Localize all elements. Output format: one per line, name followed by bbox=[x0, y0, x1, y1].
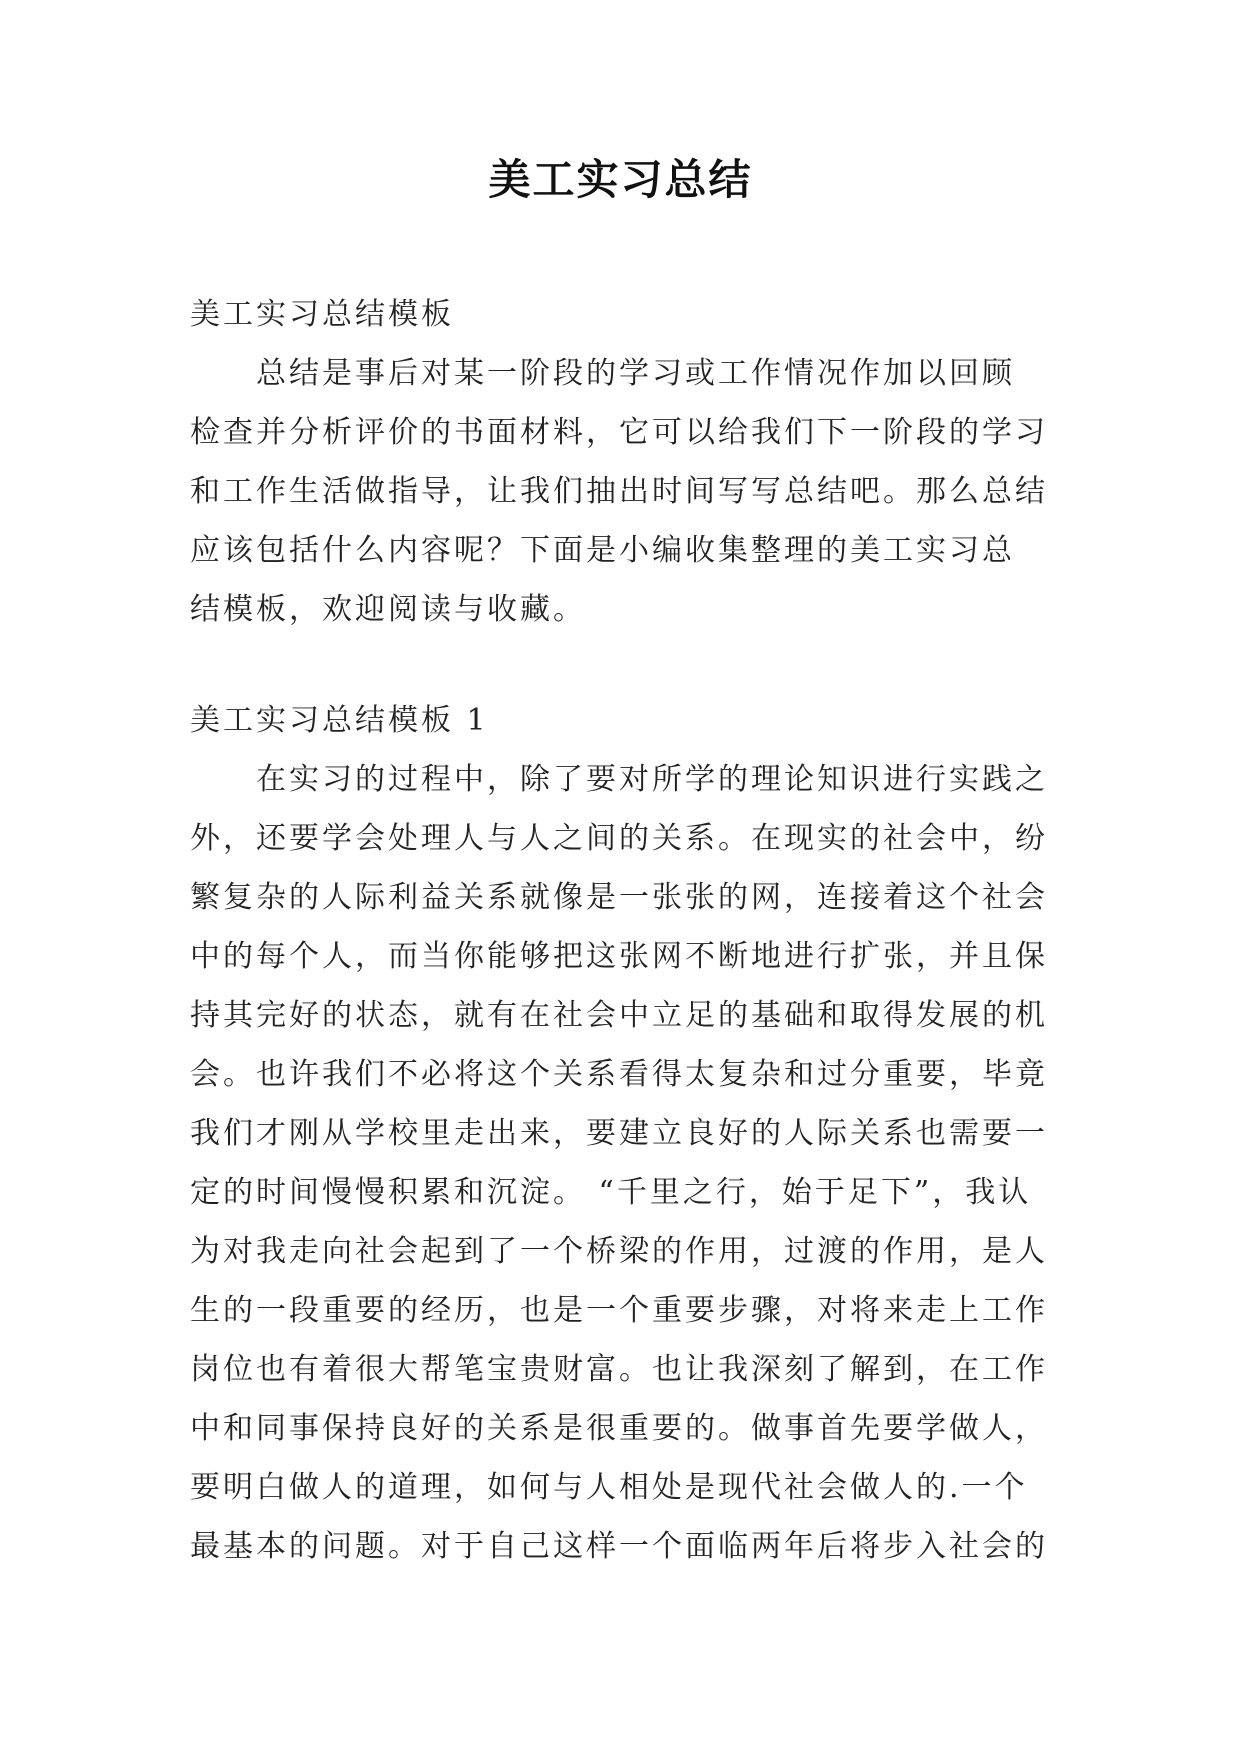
paragraph-line: 中和同事保持良好的关系是很重要的。做事首先要学做人， bbox=[190, 1411, 1048, 1446]
paragraph-line: 为对我走向社会起到了一个桥梁的作用，过渡的作用，是人 bbox=[190, 1234, 1048, 1269]
paragraph-line: 要明白做人的道理，如何与人相处是现代社会做人的.一个 bbox=[190, 1470, 1028, 1505]
section-paragraph bbox=[190, 750, 1060, 1576]
paragraph-line: 和工作生活做指导，让我们抽出时间写写总结吧。那么总结 bbox=[190, 474, 1048, 509]
paragraph-line: 岗位也有着很大帮笔宝贵财富。也让我深刻了解到，在工作 bbox=[190, 1352, 1048, 1387]
page-title: 美工实习总结 bbox=[488, 155, 753, 204]
paragraph-line: 最基本的问题。对于自己这样一个面临两年后将步入社会的 bbox=[190, 1529, 1048, 1564]
intro-paragraph bbox=[190, 344, 1060, 639]
section-heading: 美工实习总结模板 1 bbox=[190, 703, 489, 738]
document-body bbox=[190, 285, 1060, 1576]
paragraph-line: 生的一段重要的经历，也是一个重要步骤，对将来走上工作 bbox=[190, 1293, 1048, 1328]
paragraph-line: 定的时间慢慢积累和沉淀。 “千里之行，始于足下”，我认 bbox=[190, 1175, 1032, 1210]
paragraph-line: 检查并分析评价的书面材料，它可以给我们下一阶段的学习 bbox=[190, 415, 1048, 450]
section-spacer bbox=[190, 639, 1060, 691]
paragraph-line: 应该包括什么内容呢？下面是小编收集整理的美工实习总 bbox=[190, 533, 1015, 568]
paragraph-line: 结模板，欢迎阅读与收藏。 bbox=[190, 592, 586, 627]
paragraph-line: 会。也许我们不必将这个关系看得太复杂和过分重要，毕竟 bbox=[190, 1057, 1048, 1092]
paragraph-line: 持其完好的状态，就有在社会中立足的基础和取得发展的机 bbox=[190, 998, 1048, 1033]
paragraph-line: 我们才刚从学校里走出来，要建立良好的人际关系也需要一 bbox=[190, 1116, 1048, 1151]
paragraph-line: 在实习的过程中，除了要对所学的理论知识进行实践之 bbox=[256, 762, 1048, 797]
paragraph-line: 外，还要学会处理人与人之间的关系。在现实的社会中，纷 bbox=[190, 821, 1048, 856]
paragraph-line: 中的每个人，而当你能够把这张网不断地进行扩张，并且保 bbox=[190, 939, 1048, 974]
paragraph-line: 繁复杂的人际利益关系就像是一张张的网，连接着这个社会 bbox=[190, 880, 1048, 915]
paragraph-line: 总结是事后对某一阶段的学习或工作情况作加以回顾 bbox=[256, 356, 1015, 391]
subtitle: 美工实习总结模板 bbox=[190, 297, 454, 332]
